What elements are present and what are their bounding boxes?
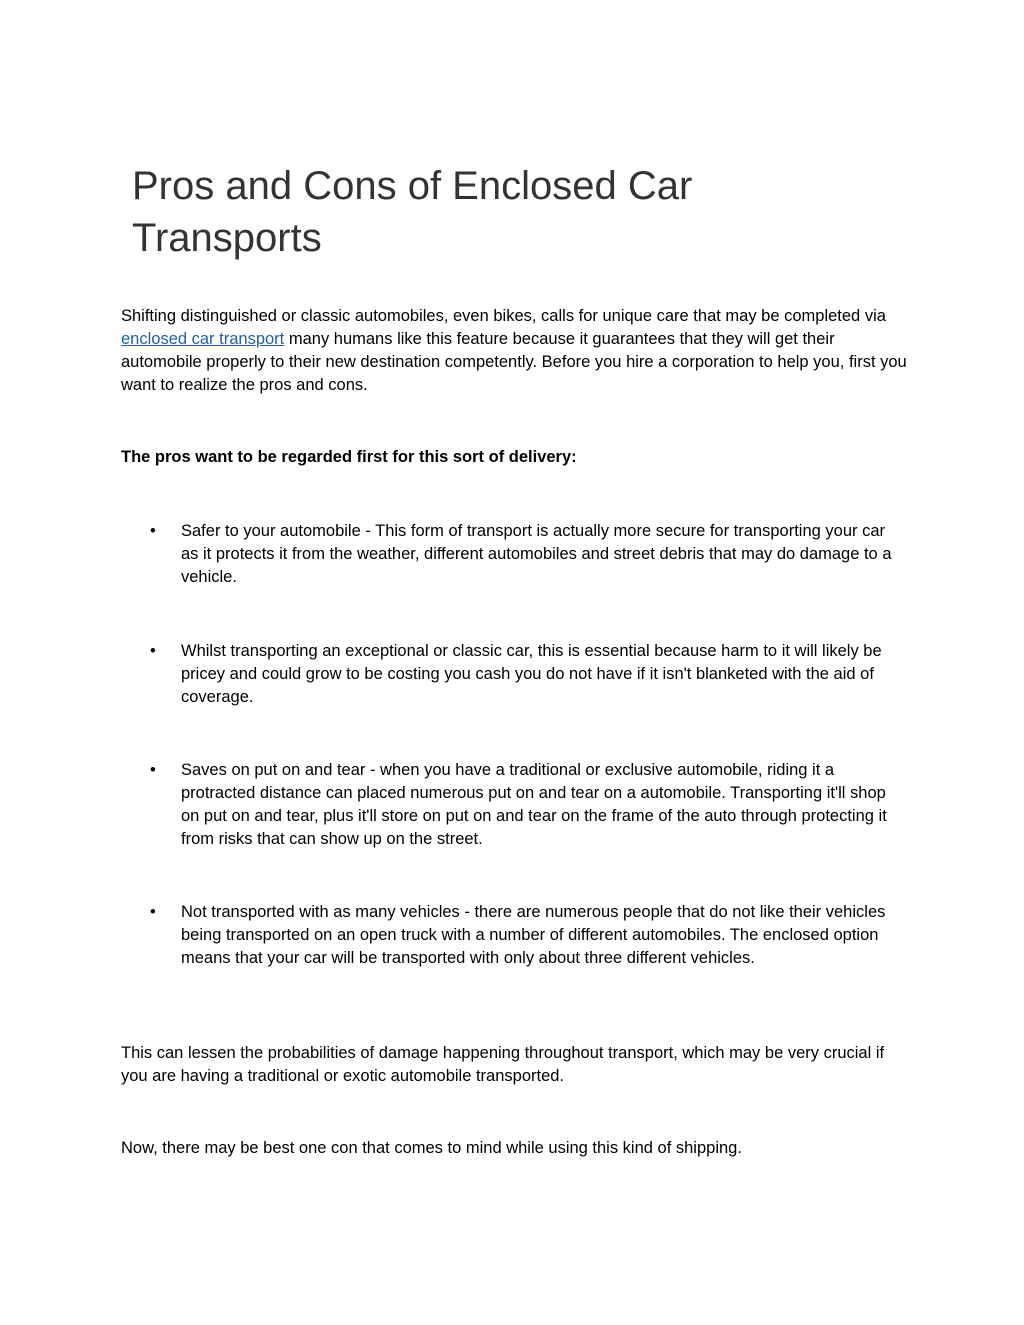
pros-heading: The pros want to be regarded first for this sort of delivery:	[121, 448, 577, 466]
pros-item-text: Saves on put on and tear - when you have a traditional or exclusive automobile, riding it a protracted distance can placed numerous put on and tear on a automobile. Transporting it'll shop on put on and tear, plus it'll store on put on and tear on the frame of the auto through protecting it from risks that can show up on the street.	[181, 761, 887, 848]
closing-paragraph: This can lessen the probabilities of damage happening throughout transport, which may be very crucial if you are having a traditional or exotic automobile transported.	[121, 1044, 885, 1085]
pros-item-text: Not transported with as many vehicles - there are numerous people that do not like their vehicles being transported on an open truck with a number of different automobiles. The enclosed option means that your car will be transported with only about three different vehicles.	[181, 903, 886, 967]
intro-text-before-link: Shifting distinguished or classic automobiles, even bikes, calls for unique care that may be completed via	[121, 307, 886, 325]
pros-item-text: Safer to your automobile - This form of transport is actually more secure for transporting your car as it protects it from the weather, different automobiles and street debris that may do damage to a vehicle.	[181, 522, 892, 586]
bullet-icon: •	[150, 903, 156, 921]
page-title: Pros and Cons of Enclosed Car Transports	[132, 164, 693, 260]
pros-item-text: Whilst transporting an exceptional or classic car, this is essential because harm to it will likely be pricey and could grow to be costing you cash you do not have if it isn't blanketed with the aid of coverage.	[181, 642, 882, 706]
intro-text-after-link: many humans like this feature because it guarantees that they will get their automobile properly to their new destination competently. Before you hire a corporation to help you, first you want to realize the pros and cons.	[121, 330, 907, 394]
intro-paragraph	[121, 305, 911, 397]
con-intro-paragraph: Now, there may be best one con that comes to mind while using this kind of shipping.	[121, 1139, 742, 1157]
bullet-icon: •	[150, 761, 156, 779]
bullet-icon: •	[150, 522, 156, 540]
bullet-icon: •	[150, 642, 156, 660]
enclosed-car-transport-link[interactable]: enclosed car transport	[121, 330, 285, 348]
